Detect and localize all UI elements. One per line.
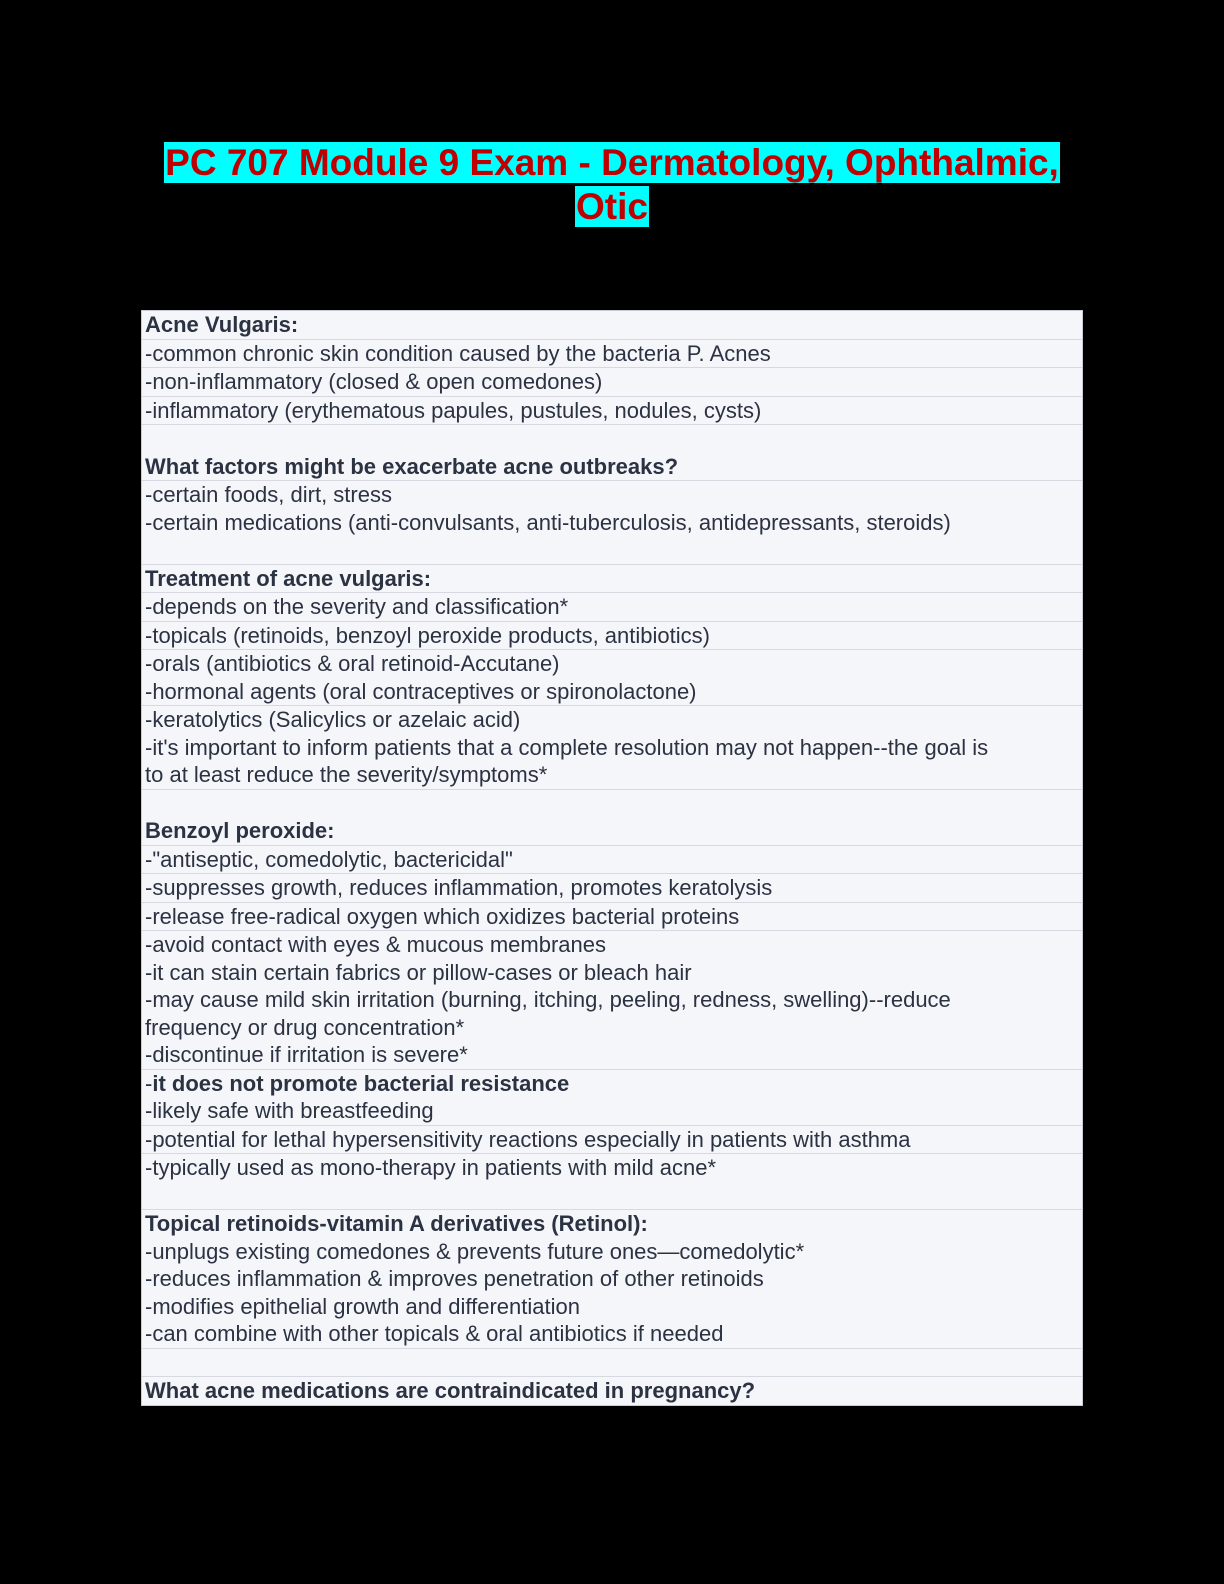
row-line: -unplugs existing comedones & prevents future ones—comedolytic* <box>145 1238 805 1264</box>
notes-table <box>141 310 1083 1406</box>
table-row <box>142 1349 1082 1378</box>
row-line: -it's important to inform patients that a complete resolution may not happen--the goal is <box>145 734 989 760</box>
row-line: -certain foods, dirt, stress <box>145 482 392 507</box>
row-line: -keratolytics (Salicylics or azelaic acid) <box>145 707 521 732</box>
row-line: -may cause mild skin irritation (burning, itching, peeling, redness, swelling)--reduce <box>145 987 951 1012</box>
row-line: -certain medications (anti-convulsants, anti-tuberculosis, antidepressants, steroids) <box>145 509 951 535</box>
section-heading: What acne medications are contraindicated in pregnancy? <box>145 1378 756 1403</box>
row-line <box>145 536 1082 564</box>
row-line: -suppresses growth, reduces inflammation, promotes keratolysis <box>145 875 773 900</box>
table-row <box>142 368 1082 397</box>
table-row <box>142 903 1082 932</box>
row-line: -avoid contact with eyes & mucous membranes <box>145 932 606 957</box>
table-row <box>142 1126 1082 1155</box>
table-row <box>142 593 1082 622</box>
table-row <box>142 931 1082 1070</box>
row-line: to at least reduce the severity/symptoms* <box>145 762 548 787</box>
title-line-2: Otic <box>576 186 648 227</box>
row-line: -hormonal agents (oral contraceptives or spironolactone) <box>145 678 697 704</box>
row-line: -"antiseptic, comedolytic, bactericidal" <box>145 846 513 872</box>
row-line: -likely safe with breastfeeding <box>145 1098 434 1123</box>
document-title <box>0 141 1224 229</box>
row-line: -modifies epithelial growth and differentiation <box>145 1293 580 1319</box>
section-heading: Acne Vulgaris: <box>145 312 299 337</box>
row-line-prefix: - <box>145 1070 153 1096</box>
row-line <box>145 1349 1082 1377</box>
row-line: -depends on the severity and classification* <box>145 594 569 619</box>
row-line: -common chronic skin condition caused by the bacteria P. Acnes <box>145 340 771 366</box>
row-line: -reduces inflammation & improves penetration of other retinoids <box>145 1266 764 1291</box>
table-row <box>142 565 1082 594</box>
section-heading: What factors might be exacerbate acne outbreaks? <box>145 453 679 479</box>
row-line <box>145 1182 1082 1210</box>
row-line: -orals (antibiotics & oral retinoid-Accutane) <box>145 651 560 676</box>
table-row <box>142 622 1082 651</box>
row-line <box>145 790 1082 818</box>
row-line-bold: it does not promote bacterial resistance <box>152 1070 570 1096</box>
section-heading: Benzoyl peroxide: <box>145 818 335 843</box>
table-row <box>142 1210 1082 1349</box>
row-line: frequency or drug concentration* <box>145 1014 465 1040</box>
table-row <box>142 1154 1082 1210</box>
section-heading: Topical retinoids-vitamin A derivatives (Retinol): <box>145 1211 648 1236</box>
table-row <box>142 311 1082 340</box>
row-line: -can combine with other topicals & oral antibiotics if needed <box>145 1321 724 1346</box>
table-row <box>142 874 1082 903</box>
row-line: -potential for lethal hypersensitivity reactions especially in patients with asthma <box>145 1126 911 1152</box>
row-line <box>145 425 1082 453</box>
title-line-1: PC 707 Module 9 Exam - Dermatology, Ophthalmic, <box>165 142 1059 183</box>
table-row <box>142 706 1082 790</box>
table-row <box>142 1070 1082 1126</box>
row-line <box>145 1070 1082 1098</box>
row-line: -typically used as mono-therapy in patients with mild acne* <box>145 1155 717 1180</box>
row-line: -non-inflammatory (closed & open comedones) <box>145 369 603 394</box>
table-row <box>142 425 1082 481</box>
table-row <box>142 340 1082 369</box>
table-row <box>142 481 1082 565</box>
table-row <box>142 790 1082 846</box>
section-heading: Treatment of acne vulgaris: <box>145 565 432 591</box>
row-line: -inflammatory (erythematous papules, pustules, nodules, cysts) <box>145 397 762 423</box>
table-row <box>142 650 1082 706</box>
row-line: -release free-radical oxygen which oxidizes bacterial proteins <box>145 903 740 929</box>
table-row <box>142 397 1082 426</box>
table-row <box>142 1377 1082 1405</box>
row-line: -it can stain certain fabrics or pillow-cases or bleach hair <box>145 959 692 985</box>
row-line: -discontinue if irritation is severe* <box>145 1042 468 1067</box>
row-line: -topicals (retinoids, benzoyl peroxide products, antibiotics) <box>145 622 710 648</box>
table-row <box>142 846 1082 875</box>
